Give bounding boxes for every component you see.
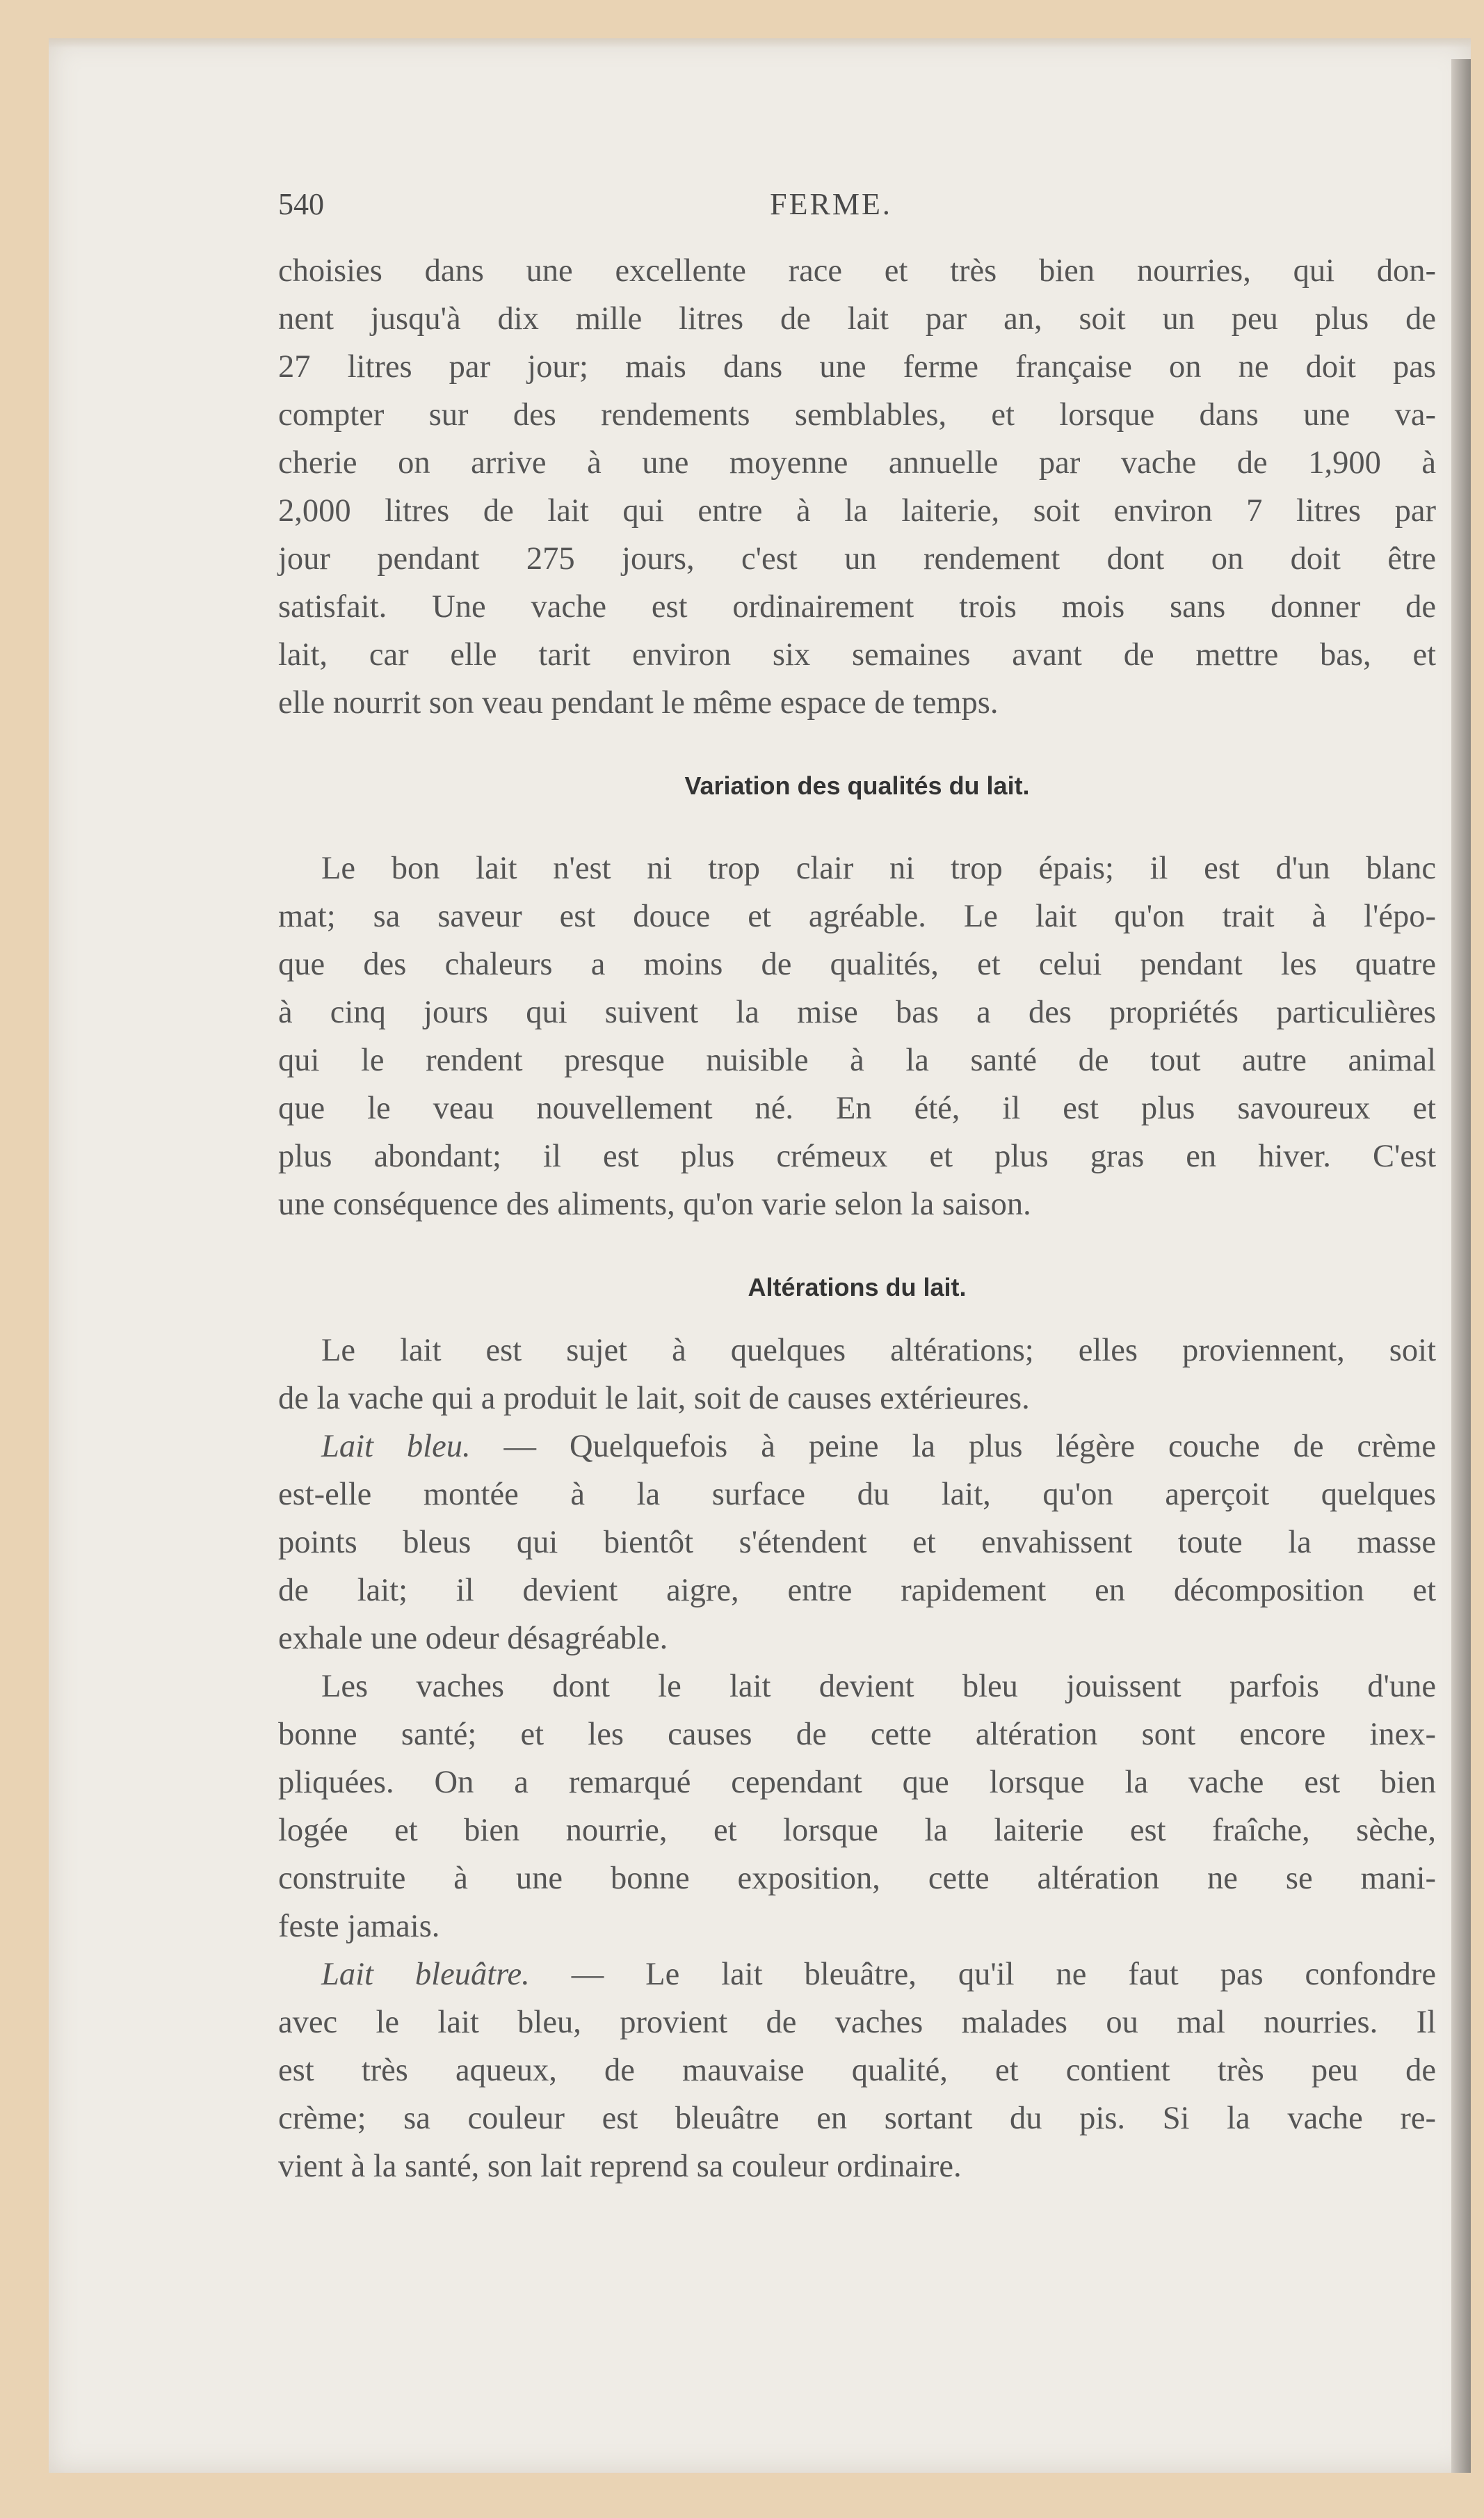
text-line: points bleus qui bientôt s'étendent et envahissent toute la masse (278, 1525, 1436, 1560)
spacer (278, 1228, 1436, 1263)
text-line: pliquées. On a remarqué cependant que lorsque la vache est bien (278, 1765, 1436, 1800)
text-line: mat; sa saveur est douce et agréable. Le lait qu'on trait à l'épo- (278, 899, 1436, 934)
text-run: — Le lait bleuâtre, qu'il ne faut pas confondre (529, 1957, 1437, 1992)
text-line: une conséquence des aliments, qu'on varie selon la saison. (278, 1187, 1031, 1222)
text-line: de la vache qui a produit le lait, soit de causes extérieures. (278, 1381, 1030, 1416)
text-line: Le bon lait n'est ni trop clair ni trop épais; il est d'un blanc (321, 851, 1436, 886)
text-line: est très aqueux, de mauvaise qualité, et contient très peu de (278, 2053, 1436, 2088)
text-line: de lait; il devient aigre, entre rapidement en décomposition et (278, 1573, 1436, 1608)
text-line: Les vaches dont le lait devient bleu jouissent parfois d'une (321, 1669, 1436, 1704)
text-line: vient à la santé, son lait reprend sa couleur ordinaire. (278, 2149, 962, 2184)
term-italic: Lait bleu. (321, 1429, 471, 1464)
text-line: elle nourrit son veau pendant le même espace de temps. (278, 685, 999, 721)
text-line: lait, car elle tarit environ six semaines avant de mettre bas, et (278, 637, 1436, 673)
text-run: — Quelquefois à peine la plus légère couche de crème (470, 1429, 1436, 1464)
text-line: 2,000 litres de lait qui entre à la laiterie, soit environ 7 litres par (278, 493, 1436, 529)
page-number: 540 (278, 187, 324, 221)
running-head (229, 186, 1433, 221)
text-line: cherie on arrive à une moyenne annuelle par vache de 1,900 à (278, 445, 1436, 481)
text-line: que des chaleurs a moins de qualités, et celui pendant les quatre (278, 947, 1436, 982)
text-line: feste jamais. (278, 1909, 440, 1944)
text-line: bonne santé; et les causes de cette altération sont encore inex- (278, 1717, 1436, 1752)
text-line: logée et bien nourrie, et lorsque la laiterie est fraîche, sèche, (278, 1813, 1436, 1848)
section-heading: Altérations du lait. (748, 1273, 967, 1301)
text-line: crème; sa couleur est bleuâtre en sortant du pis. Si la vache re- (278, 2101, 1436, 2136)
text-line: jour pendant 275 jours, c'est un rendement dont on doit être (278, 541, 1436, 577)
text-line: est-elle montée à la surface du lait, qu'on aperçoit quelques (278, 1477, 1436, 1512)
text-line: construite à une bonne exposition, cette altération ne se mani- (278, 1861, 1436, 1896)
text-line: exhale une odeur désagréable. (278, 1621, 668, 1656)
body-text (278, 247, 1436, 2190)
text-line (278, 1950, 1436, 1998)
term-italic: Lait bleuâtre. (321, 1957, 530, 1992)
text-line: choisies dans une excellente race et très bien nourries, qui don- (278, 253, 1436, 289)
text-line: qui le rendent presque nuisible à la santé de tout autre animal (278, 1043, 1436, 1078)
text-line: 27 litres par jour; mais dans une ferme française on ne doit pas (278, 349, 1436, 385)
spacer (278, 810, 1436, 844)
text-line: que le veau nouvellement né. En été, il est plus savoureux et (278, 1091, 1436, 1126)
text-line: à cinq jours qui suivent la mise bas a des propriétés particulières (278, 995, 1436, 1030)
text-line: avec le lait bleu, provient de vaches malades ou mal nourries. Il (278, 2005, 1436, 2040)
spacer (278, 1311, 1436, 1326)
text-line: Le lait est sujet à quelques altérations; elles proviennent, soit (321, 1333, 1436, 1368)
text-line: compter sur des rendements semblables, et lorsque dans une va- (278, 397, 1436, 433)
text-line: nent jusqu'à dix mille litres de lait par an, soit un peu plus de (278, 301, 1436, 337)
spacer (278, 727, 1436, 762)
text-line: plus abondant; il est plus crémeux et plus gras en hiver. C'est (278, 1139, 1436, 1174)
page-edge (1451, 59, 1471, 2473)
running-title: FERME. (770, 187, 892, 221)
text-line: satisfait. Une vache est ordinairement trois mois sans donner de (278, 589, 1436, 625)
section-heading: Variation des qualités du lait. (684, 771, 1030, 800)
text-line (278, 1422, 1436, 1470)
